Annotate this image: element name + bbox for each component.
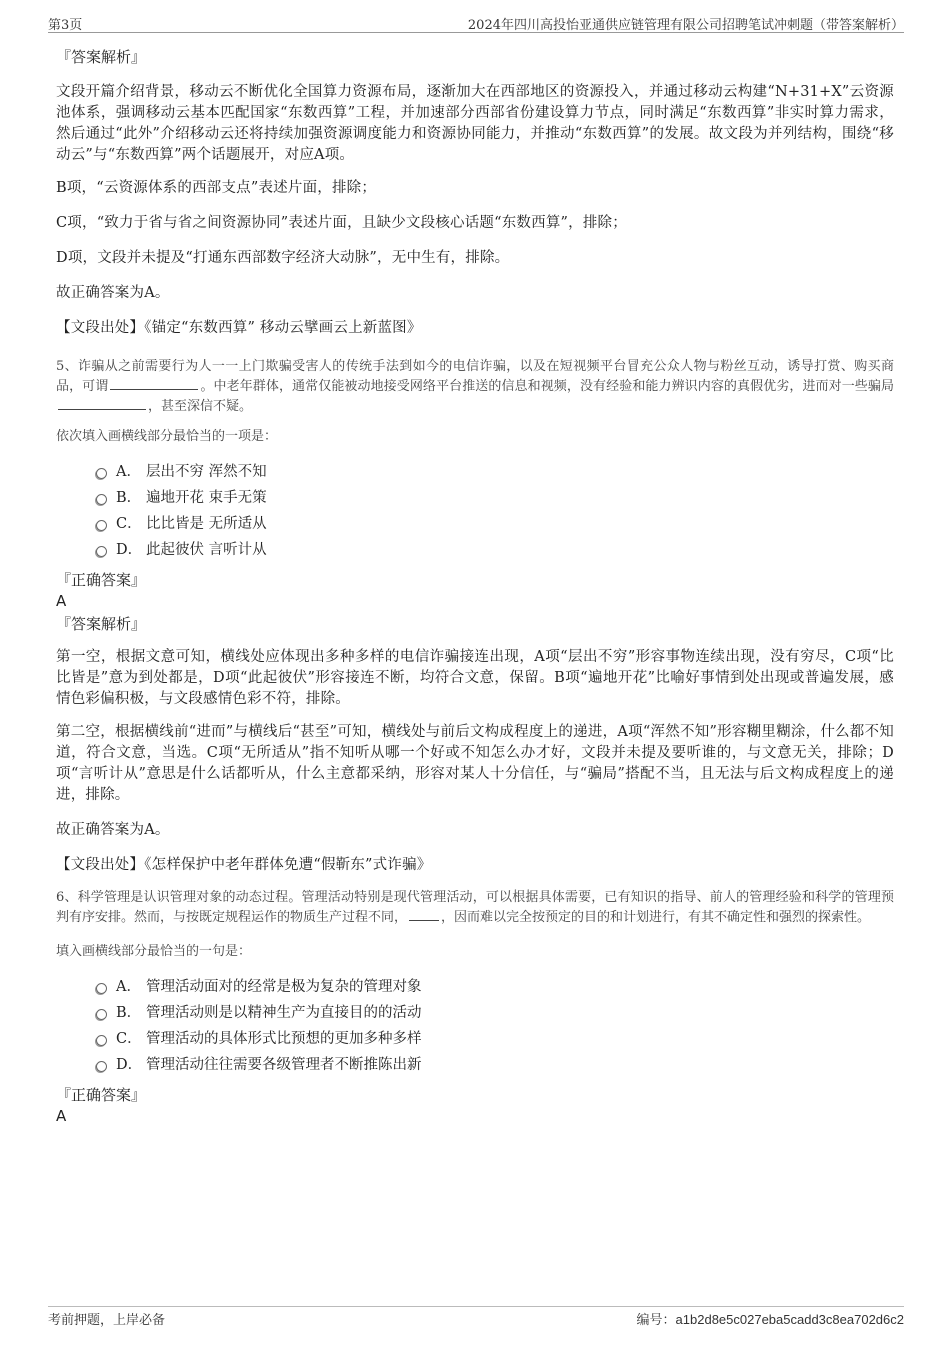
option-letter: C． [116,1031,142,1047]
option-text: 比比皆是 无所适从 [146,516,267,532]
question-stem [56,888,894,928]
option-text: 管理活动面对的经常是极为复杂的管理对象 [146,979,422,995]
document-code [637,1309,904,1328]
stem-part: 6、科学管理是认识管理对象的动态过程。管理活动特别是现代管理活动，可以根据具体需要，已有知识的指导、前人的管理经验和科学的管理预判有序安排。然而，与按既定规程运作的物质生产过程不同， [56,890,894,925]
radio-icon[interactable] [96,983,107,994]
footer-slogan: 考前押题，上岸必备 [48,1313,166,1328]
analysis-label: 『答案解析』 [56,615,147,633]
option-letter: B． [116,1005,142,1021]
option-text: 层出不穷 浑然不知 [146,464,267,480]
source-citation: 【文段出处】《怎样保护中老年群体免遭“假靳东”式诈骗》 [56,857,432,873]
stem-part: 。中老年群体，通常仅能被动地接受网络平台推送的信息和视频，没有经验和能力辨识内容的真假优劣，进而对一些骗局 [200,379,894,394]
code-value: a1b2d8e5c027eba5cadd3c8ea702d6c2 [675,1312,904,1327]
option-a[interactable] [96,974,894,1000]
radio-icon[interactable] [96,468,107,479]
option-b[interactable] [96,485,894,511]
radio-icon[interactable] [96,546,107,557]
page-header [48,14,904,33]
radio-icon[interactable] [96,1035,107,1046]
question-stem [56,357,894,417]
option-letter: C． [116,516,142,532]
question-prompt: 依次填入画横线部分最恰当的一项是： [56,429,278,444]
option-text: 管理活动则是以精神生产为直接目的的活动 [146,1005,422,1021]
question-6 [56,888,894,1126]
option-text: 遍地开花 束手无策 [146,490,267,506]
page-footer [48,1306,904,1327]
code-label: 编号： [636,1313,676,1328]
analysis-paragraph: D项，文段并未提及“打通东西部数字经济大动脉”，无中生有，排除。 [56,250,510,266]
radio-icon[interactable] [96,520,107,531]
option-letter: B． [116,490,142,506]
radio-icon[interactable] [96,1061,107,1072]
stem-part: ，因而难以完全按预定的目的和计划进行，有其不确定性和强烈的探索性。 [441,910,871,925]
option-c[interactable] [96,511,894,537]
option-d[interactable] [96,537,894,563]
analysis-paragraph: 故正确答案为A。 [56,285,170,301]
stem-part: 5、诈骗从之前需要行为人一一上门欺骗受害人的传统手法到如今的电信诈骗，以及在短视频平台冒充公众人物与粉丝互动，诱导打赏、购买商品，可谓 [56,359,894,394]
question-prompt: 填入画横线部分最恰当的一句是： [56,944,252,959]
option-letter: A． [116,979,141,995]
radio-icon[interactable] [96,1009,107,1020]
source-citation: 【文段出处】《锚定“东数西算” 移动云擘画云上新蓝图》 [56,320,422,336]
option-b[interactable] [96,1000,894,1026]
analysis-paragraph: C项，“致力于省与省之间资源协同”表述片面，且缺少文段核心话题“东数西算”，排除； [56,215,627,231]
option-letter: D． [116,1057,143,1073]
answer-blank [110,377,198,390]
answer-blank [58,397,146,410]
option-text: 管理活动的具体形式比预想的更加多种多样 [146,1031,422,1047]
option-c[interactable] [96,1026,894,1052]
correct-answer: A [56,1107,67,1125]
correct-answer-label: 『正确答案』 [56,571,147,589]
page-content [56,42,894,1126]
analysis-paragraph: 第二空，根据横线前“进而”与横线后“甚至”可知，横线处与前后文构成程度上的递进，A项“浑然不知”形容糊里糊涂，什么都不知道，符合文意，当选。C项“无所适从”指不知听从哪一个好或不知怎么办才好，文段并未提及要听谁的，与文意无关，排除；D项“言听计从”意思是什么话都听从，什么主意都采纳，形容对某人十分信任，与“骗局”搭配不当，且无法与后文构成程度上的递进，排除。 [56,724,894,803]
prev-analysis [56,46,894,339]
options-list [96,459,894,563]
analysis-paragraph: B项，“云资源体系的西部支点”表述片面，排除； [56,180,377,196]
option-d[interactable] [96,1052,894,1078]
option-letter: A． [116,464,141,480]
radio-icon[interactable] [96,494,107,505]
analysis-paragraph: 故正确答案为A。 [56,822,170,838]
analysis-label: 『答案解析』 [56,48,147,66]
document-title: 2024年四川高投怡亚通供应链管理有限公司招聘笔试冲刺题（带答案解析） [467,18,904,33]
answer-blank [409,908,439,921]
option-text: 此起彼伏 言听计从 [146,542,267,558]
correct-answer-label: 『正确答案』 [56,1086,147,1104]
analysis-paragraph: 文段开篇介绍背景，移动云不断优化全国算力资源布局，逐渐加大在西部地区的资源投入，并通过移动云构建“N+31+X”云资源池体系，强调移动云基本匹配国家“东数西算”工程，并加速部分西部省份建设算力节点，同时满足“东数西算”非实时算力需求，然后通过“此外”介绍移动云还将持续加强资源调度能力和资源协同能力，并推动“东数西算”的发展。故文段为并列结构，围绕“移动云”与“东数西算”两个话题展开，对应A项。 [56,84,894,163]
option-letter: D． [116,542,143,558]
analysis-paragraph: 第一空，根据文意可知，横线处应体现出多种多样的电信诈骗接连出现，A项“层出不穷”形容事物连续出现，没有穷尽，C项“比比皆是”意为到处都是，D项“此起彼伏”形容接连不断，均符合文意，保留。B项“遍地开花”比喻好事情到处出现或普遍发展，感情色彩偏积极，与文段感情色彩不符，排除。 [56,649,894,707]
page-number: 第3页 [48,18,83,33]
options-list [96,974,894,1078]
option-a[interactable] [96,459,894,485]
question-5 [56,357,894,876]
option-text: 管理活动往往需要各级管理者不断推陈出新 [146,1057,422,1073]
correct-answer: A [56,592,67,610]
stem-part: ，甚至深信不疑。 [148,399,253,414]
